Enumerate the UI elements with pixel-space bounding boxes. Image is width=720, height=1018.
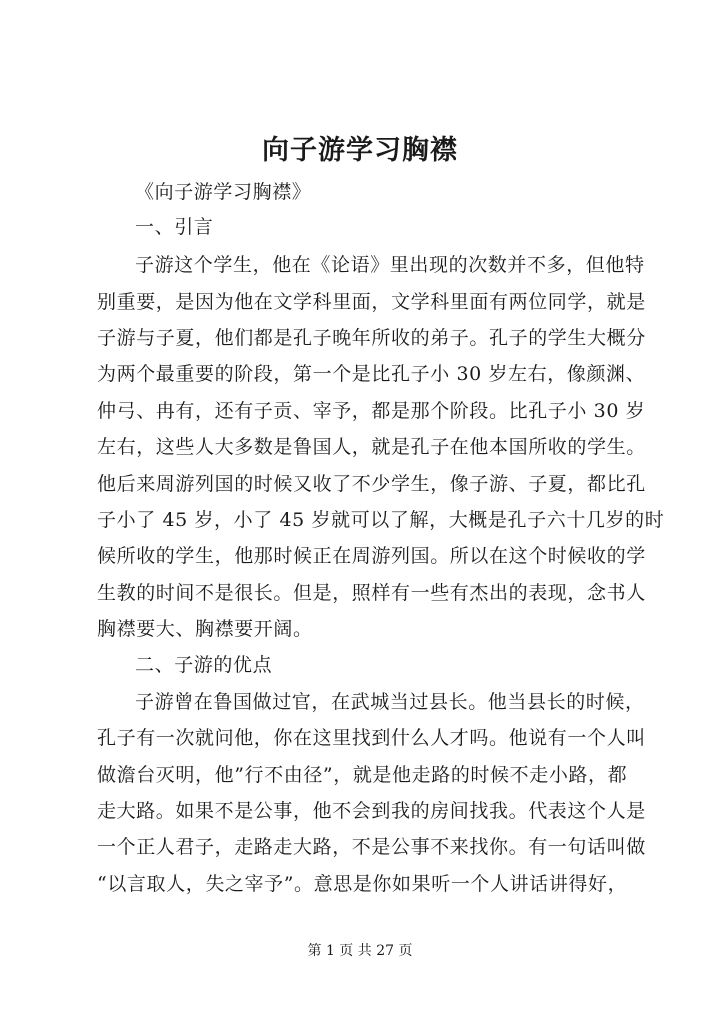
paragraph-line: 子小了 45 岁，小了 45 岁就可以了解，大概是孔子六十几岁的时 xyxy=(97,509,665,531)
paragraph-line: 做澹台灭明，他”行不由径”，就是他走路的时候不走小路，都 xyxy=(97,764,628,786)
section-heading-strengths: 二、子游的优点 xyxy=(135,654,273,676)
paragraph-line: 子游曾在鲁国做过官，在武城当过县长。他当县长的时候， xyxy=(135,691,645,713)
paragraph-line: 生教的时间不是很长。但是，照样有一些有杰出的表现，念书人 xyxy=(97,582,646,604)
section-heading-intro: 一、引言 xyxy=(135,216,214,238)
paragraph-line: 子游这个学生，他在《论语》里出现的次数并不多，但他特 xyxy=(135,254,645,276)
page-number: 第 1 页 共 27 页 xyxy=(307,943,413,959)
paragraph-line: 子游与子夏，他们都是孔子晚年所收的弟子。孔子的学生大概分 xyxy=(97,327,646,349)
paragraph-line: 胸襟要大、胸襟要开阔。 xyxy=(97,618,313,640)
paragraph-line: 走大路。如果不是公事，他不会到我的房间找我。代表这个人是 xyxy=(97,800,646,822)
paragraph-line: “以言取人，失之宰予”。意思是你如果听一个人讲话讲得好， xyxy=(97,873,628,895)
document-title: 向子游学习胸襟 xyxy=(262,135,458,166)
paragraph-line: 左右，这些人大多数是鲁国人，就是孔子在他本国所收的学生。 xyxy=(97,436,646,458)
paragraph-line: 为两个最重要的阶段，第一个是比孔子小 30 岁左右，像颜渊、 xyxy=(97,363,646,385)
paragraph-line: 候所收的学生，他那时候正在周游列国。所以在这个时候收的学 xyxy=(97,545,646,567)
paragraph-line: 他后来周游列国的时候又收了不少学生，像子游、子夏，都比孔 xyxy=(97,473,646,495)
paragraph-line: 仲弓、冉有，还有子贡、宰予，都是那个阶段。比孔子小 30 岁 xyxy=(97,400,646,422)
paragraph-line: 一个正人君子，走路走大路，不是公事不来找你。有一句话叫做 xyxy=(97,836,646,858)
paragraph-line: 别重要，是因为他在文学科里面，文学科里面有两位同学，就是 xyxy=(97,291,646,313)
subtitle-line: 《向子游学习胸襟》 xyxy=(135,181,312,203)
paragraph-line: 孔子有一次就问他，你在这里找到什么人才吗。他说有一个人叫 xyxy=(97,727,646,749)
